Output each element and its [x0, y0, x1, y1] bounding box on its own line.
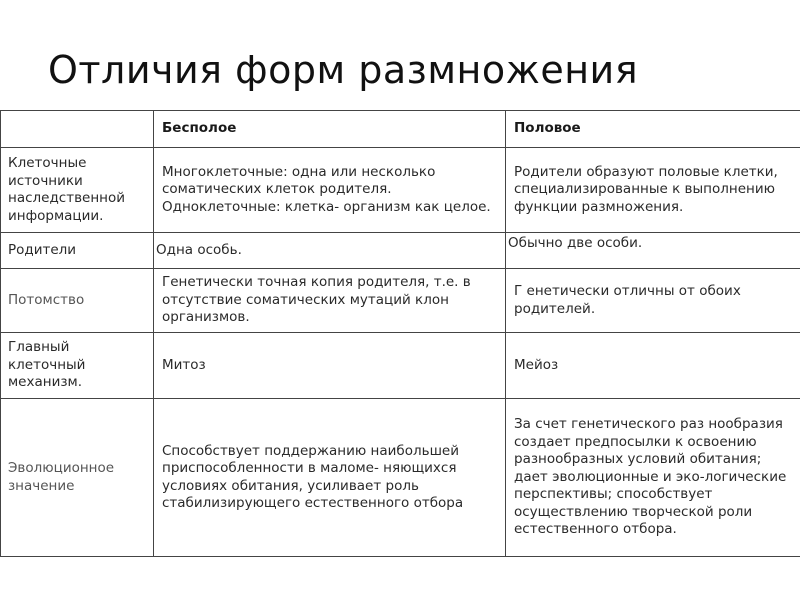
header-cell-empty	[1, 111, 154, 148]
row-label-offspring: Потомство	[1, 269, 154, 333]
table-row	[1, 333, 800, 399]
table-row	[1, 399, 800, 557]
cell-sexual-parents: Обычно две особи.	[506, 233, 800, 269]
header-cell-asexual: Бесполое	[154, 111, 506, 148]
row-label-mechanism: Главный клеточный механизм.	[1, 333, 154, 399]
page-title: Отличия форм размножения	[48, 48, 639, 92]
table-row	[1, 269, 800, 333]
cell-asexual-sources: Многоклеточные: одна или несколько соматических клеток родителя. Одноклеточные: клетка- организм как целое.	[154, 148, 506, 233]
table-header-row	[1, 111, 800, 148]
cell-sexual-evolution: За счет генетического раз нообразия создает предпосылки к освоению разнообразных условий обитания; дает эволюционные и эко-логические перспективы; способствует осуществлению творческой роли естественного отбора.	[506, 399, 800, 557]
cell-asexual-mechanism: Митоз	[154, 333, 506, 399]
cell-sexual-mechanism: Мейоз	[506, 333, 800, 399]
cell-asexual-parents: Одна особь.	[154, 233, 506, 269]
cell-asexual-offspring: Генетически точная копия родителя, т.е. в отсутствие соматических мутаций клон организмов.	[154, 269, 506, 333]
row-label-parents: Родители	[1, 233, 154, 269]
table-row	[1, 233, 800, 269]
cell-sexual-offspring: Г енетически отличны от обоих родителей.	[506, 269, 800, 333]
table-row	[1, 148, 800, 233]
row-label-sources: Клеточные источники наследственной информации.	[1, 148, 154, 233]
comparison-table	[0, 110, 800, 557]
row-label-evolution: Эволюционное значение	[1, 399, 154, 557]
header-cell-sexual: Половое	[506, 111, 800, 148]
cell-asexual-evolution: Способствует поддержанию наибольшей приспособленности в маломе- няющихся условиях обитания, усиливает роль стабилизирующего естественного отбора	[154, 399, 506, 557]
cell-sexual-sources: Родители образуют половые клетки, специализированные к выполнению функции размножения.	[506, 148, 800, 233]
